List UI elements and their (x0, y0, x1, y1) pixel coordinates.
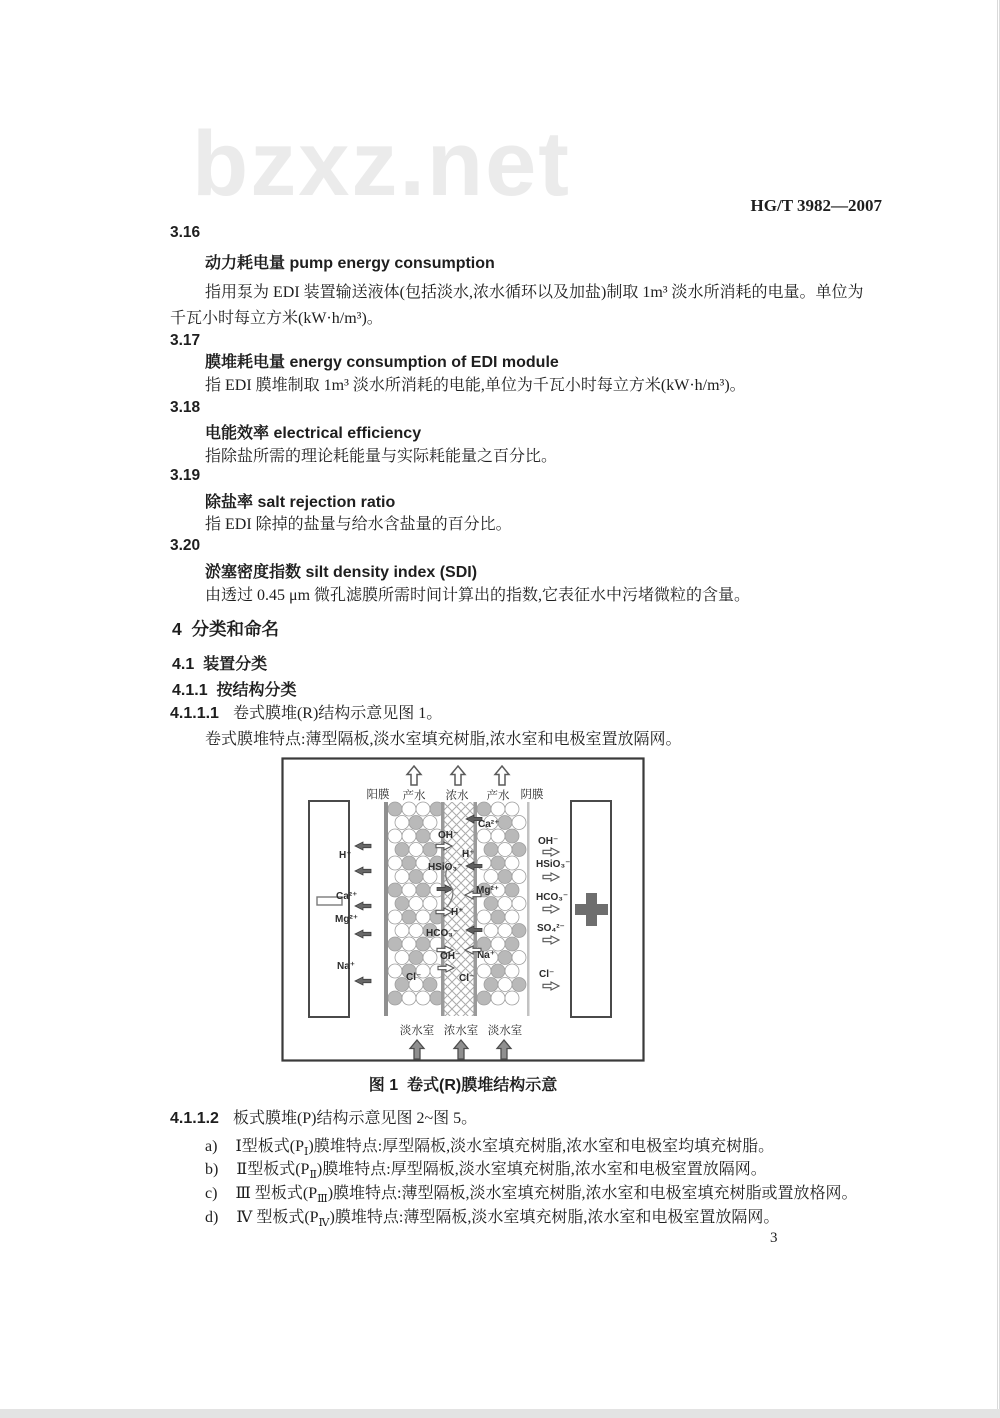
ion-label-cl-mid2: Cl⁻ (459, 973, 475, 984)
list-bullet-b: b) (205, 1161, 219, 1178)
section-4-heading: 4 分类和命名 (172, 619, 279, 639)
list-text-a-sub: Ⅰ (304, 1146, 309, 1159)
page-number: 3 (770, 1230, 778, 1246)
list-text-b-post: )膜堆特点:厚型隔板,淡水室填充树脂,浓水室和电极室置放隔网。 (316, 1161, 767, 1178)
roll-type-feature-text: 卷式膜堆特点:薄型隔板,淡水室填充树脂,浓水室和电极室置放隔网。 (205, 731, 682, 748)
cathode-electrode (309, 801, 349, 1017)
definition-3-18: 指除盐所需的理论耗能量与实际耗能量之百分比。 (205, 448, 558, 465)
ion-label-h-mid1: H⁺ (462, 849, 475, 860)
label-anion-membrane: 阴膜 (520, 789, 544, 801)
clause-number-3-16: 3.16 (170, 224, 201, 241)
ion-label-so4-right: SO₄²⁻ (537, 923, 565, 934)
ion-label-oh-mid1: OH⁻ (438, 830, 459, 841)
list-text-d-post: )膜堆特点:薄型隔板,淡水室填充树脂,浓水室和电极室置放隔网。 (329, 1209, 780, 1226)
clause-number-3-19: 3.19 (170, 467, 201, 484)
definition-3-17: 指 EDI 膜堆制取 1m³ 淡水所消耗的电能,单位为千瓦小时每立方米(kW·h/m³)。 (205, 377, 746, 394)
list-item-c (205, 1180, 858, 1205)
clause-number-3-20: 3.20 (170, 537, 201, 554)
ion-label-oh-right: OH⁻ (538, 836, 559, 847)
clause-number-3-18: 3.18 (170, 399, 201, 416)
term-heading-3-19: 除盐率 salt rejection ratio (205, 494, 396, 511)
ion-label-h-mid2: H⁺ (451, 907, 464, 918)
ion-label-mg-mid: Mg²⁺ (476, 885, 500, 896)
term-heading-3-16: 动力耗电量 pump energy consumption (205, 255, 495, 272)
list-text-d-sub: Ⅳ (318, 1217, 330, 1230)
clause-4-1-1-2 (170, 1105, 477, 1128)
ion-label-h-left: H⁺ (339, 850, 352, 861)
label-dilute-chamber-left: 淡水室 (399, 1025, 435, 1037)
list-text-a-post: )膜堆特点:厚型隔板,淡水室填充树脂,浓水室和电极室均填充树脂。 (308, 1138, 775, 1155)
term-heading-3-18: 电能效率 electrical efficiency (205, 425, 422, 442)
list-bullet-a: a) (205, 1138, 218, 1155)
section-4-1-heading: 4.1 装置分类 (172, 656, 268, 673)
ion-label-ca-mid: Ca²⁺ (478, 819, 500, 830)
figure-1-caption: 图 1 卷式(R)膜堆结构示意 (368, 1077, 558, 1094)
list-text-d-pre: Ⅳ 型板式(P (236, 1209, 319, 1226)
list-text-c-post: )膜堆特点:薄型隔板,淡水室填充树脂,浓水室和电极室填充树脂或置放格网。 (327, 1185, 858, 1202)
watermark: bzxz.net (192, 113, 571, 215)
list-bullet-c: c) (205, 1185, 218, 1202)
list-item-b (205, 1156, 767, 1181)
doc-number-header: HG/T 3982—2007 (750, 196, 882, 215)
term-heading-3-17: 膜堆耗电量 energy consumption of EDI module (205, 354, 559, 371)
label-dilute-chamber-right: 淡水室 (487, 1025, 523, 1037)
ion-label-hco3-mid: HCO₃⁻ (426, 928, 459, 939)
ion-label-oh-mid2: OH⁻ (440, 951, 461, 962)
clause-number-3-17: 3.17 (170, 332, 201, 349)
clause-4-1-1-2-number: 4.1.1.2 (170, 1110, 219, 1127)
ion-label-na-left: Na⁺ (337, 961, 356, 972)
term-heading-3-20: 淤塞密度指数 silt density index (SDI) (205, 564, 478, 581)
page-right-edge (997, 0, 998, 1418)
label-product-water-left: 产水 (402, 790, 426, 802)
list-bullet-d: d) (205, 1209, 219, 1226)
list-text-a-pre: Ⅰ型板式(P (235, 1138, 304, 1155)
ion-label-na-mid: Na⁺ (477, 950, 496, 961)
ion-label-hsio3-mid: HSiO₃⁻ (428, 862, 463, 873)
page-bottom-edge (0, 1409, 1000, 1418)
ion-label-hsio3-right: HSiO₃⁻ (536, 859, 571, 870)
list-item-a (205, 1133, 774, 1158)
ion-label-mg-left: Mg²⁺ (335, 914, 359, 925)
label-cation-membrane: 阳膜 (366, 789, 390, 801)
section-4-1-1-heading: 4.1.1 按结构分类 (172, 682, 297, 699)
list-text-c-sub: Ⅲ (317, 1193, 328, 1206)
label-product-water-right: 产水 (486, 790, 510, 802)
clause-4-1-1-2-text: 板式膜堆(P)结构示意见图 2~图 5。 (232, 1110, 478, 1127)
ion-label-hco3-right: HCO₃⁻ (536, 892, 569, 903)
label-concentrate-water: 浓水 (445, 790, 469, 802)
list-text-b-sub: Ⅱ (309, 1169, 317, 1182)
ion-label-cl-mid1: Cl⁻ (406, 972, 422, 983)
label-concentrate-chamber: 浓水室 (443, 1025, 479, 1037)
definition-3-16-line2: 千瓦小时每立方米(kW·h/m³)。 (170, 310, 383, 327)
list-item-d (205, 1204, 779, 1229)
list-text-c-pre: Ⅲ 型板式(P (235, 1185, 318, 1202)
anion-membrane-line (527, 802, 530, 1016)
ion-label-ca-left: Ca²⁺ (336, 891, 358, 902)
figure-1-diagram (281, 757, 645, 1063)
clause-4-1-1-1-number: 4.1.1.1 (170, 705, 219, 722)
definition-3-20: 由透过 0.45 μm 微孔滤膜所需时间计算出的指数,它表征水中污堵微粒的含量。 (205, 587, 751, 604)
definition-3-16-line1: 指用泵为 EDI 装置输送液体(包括淡水,浓水循环以及加盐)制取 1m³ 淡水所消耗的电量。单位为 (205, 284, 864, 301)
clause-4-1-1-1-text: 卷式膜堆(R)结构示意见图 1。 (232, 705, 443, 722)
list-text-b-pre: Ⅱ型板式(P (236, 1161, 310, 1178)
ion-label-cl-right: Cl⁻ (539, 969, 555, 980)
definition-3-19: 指 EDI 除掉的盐量与给水含盐量的百分比。 (205, 516, 512, 533)
cation-membrane-line (384, 802, 388, 1016)
clause-4-1-1-1 (170, 700, 442, 723)
